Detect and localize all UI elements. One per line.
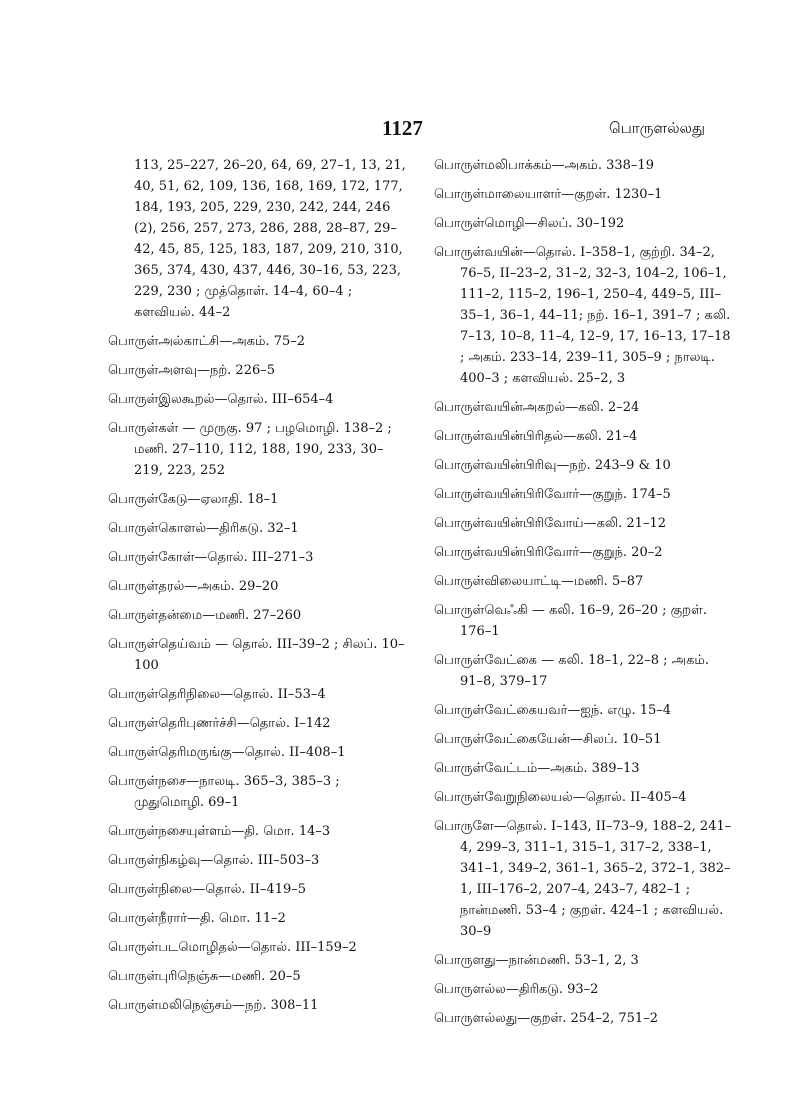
index-entry: பொருள்கள் — முருகு. 97 ; பழமொழி. 138–2 ; மணி. 27–110, 112, 188, 190, 233, 30–219, 223, 252 [108,421,392,478]
index-entry: பொருள்தெரிமருங்கு—தொல். II–408–1 [108,745,346,760]
index-entry: பொருள்வயின்பிரிவோர்—குறுந். 174–5 [434,487,671,502]
index-entry: 113, 25–227, 26–20, 64, 69, 27–1, 13, 21, 40, 51, 62, 109, 136, 168, 169, 172, 177, 184, 193, 205, 229, 230, 242, 244, 246 (2), 256, 257, 273, 286, 288, 28–87, 29–42, 45, 85, 125, 183, 187, 209, 210, 310, 365, 374, 430, 437, 446, 30–16, 53, 223, 229, 230 ; முத்தொள். 14–4, 60–4 ; களவியல். 44–2 [134,158,406,320]
index-entry: பொருள்வேட்கையவர்—ஐந். எழு. 15–4 [434,703,672,718]
index-entry: பொருள்தெய்வம் — தொல். III–39–2 ; சிலப். 10–100 [108,637,405,673]
index-entry: பொருளல்லது—குறள். 254–2, 751–2 [434,1011,658,1026]
index-entry: பொருள்நசையுள்ளம்—தி. மொ. 14–3 [108,824,331,839]
index-entry: பொருள்நசை—நாலடி. 365–3, 385–3 ; முதுமொழி. 69–1 [108,774,340,810]
index-entry: பொருள்வேறுநிலையல்—தொல். II–405–4 [434,790,687,805]
index-entry: பொருள்வேட்கை — கலி. 18–1, 22–8 ; அகம். 91–8, 379–17 [434,653,709,689]
index-entry: பொருள்வயின்பிரிவோர்—குறுந். 20–2 [434,545,663,560]
index-entry: பொருள்மாலையாளர்—குறள். 1230–1 [434,187,663,202]
index-entry: பொருளது—நான்மணி. 53–1, 2, 3 [434,953,639,968]
index-entry: பொருள்வேட்கையேன்—சிலப். 10–51 [434,732,662,747]
index-entry: பொருள்வயின்பிரிவோய்—கலி. 21–12 [434,516,666,531]
index-entry: பொருள்கொளல்—திரிகடு. 32–1 [108,521,299,536]
index-entry: பொருள்இலகூறல்—தொல். III–654–4 [108,392,334,407]
index-entry: பொருள்அல்காட்சி—அகம். 75–2 [108,334,306,349]
index-entry: பொருள்வேட்டம்—அகம். 389–13 [434,761,640,776]
index-entry: பொருள்வயின்பிரிவு—நற். 243–9 & 10 [434,458,671,473]
index-entry: பொருள்வயின்—தொல். I–358–1, குற்றி. 34–2, 76–5, II–23–2, 31–2, 32–3, 104–2, 106–1, 111–2, 115–2, 196–1, 250–4, 449–5, III–35–1, 36–1, 44–11; நற். 16–1, 391–7 ; கலி. 7–13, 10–8, 11–4, 12–9, 17, 16–13, 17–18 ; அகம். 233–14, 239–11, 305–9 ; நாலடி. 400–3 ; களவியல். 25–2, 3 [434,245,731,386]
index-entry: பொருள்தன்மை—மணி. 27–260 [108,608,302,623]
index-entry: பொருள்கேடு—ஏலாதி. 18–1 [108,492,279,507]
index-entry: பொருள்வயின்அகறல்—கலி. 2–24 [434,400,640,415]
index-entry: பொருள்கோள்—தொல். III–271–3 [108,550,314,565]
index-entry: பொருள்வயின்பிரிதல்—கலி. 21–4 [434,429,638,444]
index-entry: பொருள்மலிபாக்கம்—அகம். 338–19 [434,158,654,173]
left-column [108,155,406,1024]
index-entry: பொருள்மலிநெஞ்சம்—நற். 308–11 [108,998,319,1013]
index-entry: பொருள்தெரிநிலை—தொல். II–53–4 [108,687,326,702]
index-entry: பொருள்நிகழ்வு—தொல். III–503–3 [108,853,320,868]
page-number: 1127 [382,116,423,140]
index-entry: பொருளல்ல—திரிகடு. 93–2 [434,982,599,997]
index-entry: பொருள்அளவு—நற். 226–5 [108,363,276,378]
index-entry: பொருளே—தொல். I–143, II–73–9, 188–2, 241–4, 299–3, 311–1, 315–1, 317–2, 338–1, 341–1, 349–2, 361–1, 365–2, 372–1, 382–1, III–176–2, 207–4, 243–7, 482–1 ; நான்மணி. 53–4 ; குறள். 424–1 ; களவியல். 30–9 [434,819,732,939]
index-entry: பொருள்விலையாட்டி—மணி. 5–87 [434,574,644,589]
index-entry: பொருள்நீரார்—தி. மொ. 11–2 [108,911,286,926]
index-entry: பொருள்வெஃகி — கலி. 16–9, 26–20 ; குறள். 176–1 [434,603,707,639]
index-entry: பொருள்தெரிபுணர்ச்சி—தொல். I–142 [108,716,331,731]
index-entry: பொருள்தரல்—அகம். 29–20 [108,579,279,594]
right-column [434,155,732,1037]
index-entry: பொருள்புரிநெஞ்சு—மணி. 20–5 [108,969,301,984]
index-entry: பொருள்படமொழிதல்—தொல். III–159–2 [108,940,357,955]
index-entry: பொருள்மொழி—சிலப். 30–192 [434,216,625,231]
running-head: பொருளல்லது [608,119,705,137]
index-entry: பொருள்நிலை—தொல். II–419–5 [108,882,307,897]
